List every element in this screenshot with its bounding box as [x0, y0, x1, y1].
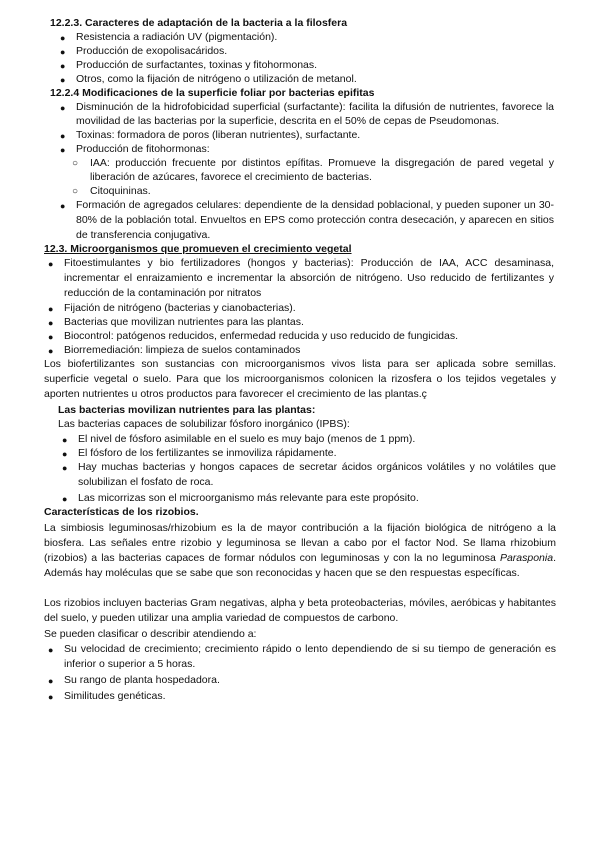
parasponia-italic: Parasponia: [499, 552, 554, 564]
bullet-icon: ●: [62, 449, 68, 459]
bullet-icon: ●: [48, 346, 54, 356]
bullet-icon: ●: [62, 463, 68, 473]
list-item: Producción de fitohormonas:: [76, 143, 210, 155]
list-item: Su velocidad de crecimiento; crecimiento rápido o lento dependiendo de si su tiempo de generación es inferior o superior a 5 horas.: [64, 643, 556, 670]
heading-12-3: 12.3. Microorganismos que promueven el crecimiento vegetal: [44, 243, 352, 255]
heading-12-2-3: 12.2.3. Caracteres de adaptación de la bacteria a la filosfera: [50, 17, 348, 29]
list-item: Similitudes genéticas.: [64, 690, 166, 702]
bullet-icon: ●: [48, 692, 54, 702]
list-item: Disminución de la hidrofobicidad superficial (surfactante): facilita la difusión de nutrientes, favorece la movilidad de las bacterias por la superficie, descrita en el 50% de cepas de Pseudomonas.: [76, 101, 554, 127]
sub-list-item: IAA: producción frecuente por distintos epífitas. Promueve la disgregación de pared vegetal y liberación de azúcares, favorece el crecimiento de bacterias.: [90, 157, 554, 183]
paragraph-rizobios-incluyen: Los rizobios incluyen bacterias Gram negativas, alpha y beta proteobacterias, móviles, aeróbicas y habitantes del suelo, y pueden utilizar una amplia variedad de compuestos de carbono.: [44, 597, 556, 624]
bullet-icon: ●: [60, 47, 66, 57]
list-item: Fitoestimulantes y bio fertilizadores (hongos y bacterias): Producción de IAA, ACC desaminasa, incrementar el enraizamiento e incrementar la absorción de nitrógeno. Uso reducido de fertilizantes y reducción de la contaminación por nitratos: [64, 257, 554, 299]
bullet-icon: ●: [60, 145, 66, 155]
bullet-icon: ●: [62, 494, 68, 504]
bullet-icon: ●: [60, 131, 66, 141]
heading-rizobios: Características de los rizobios.: [44, 506, 199, 518]
list-item: Producción de surfactantes, toxinas y fitohormonas.: [76, 59, 318, 71]
list-item: Biocontrol: patógenos reducidos, enfermedad reducida y uso reducido de fungicidas.: [64, 330, 459, 342]
bullet-icon: ●: [48, 676, 54, 686]
list-item: Fijación de nitrógeno (bacterias y cianobacterias).: [64, 302, 296, 314]
bullet-icon: ●: [48, 259, 54, 269]
list-item: Bacterias que movilizan nutrientes para las plantas.: [64, 316, 304, 328]
paragraph-biofertilizantes: Los biofertilizantes son sustancias con microorganismos vivos lista para ser aplicada sobre semillas. superficie vegetal o suelo. Para que los microorganismos colonicen la rizosfera o los tejidos vegetales y aporten nutrientes u otros productos para favorecer el crecimiento de las plantas.ç: [44, 358, 556, 400]
bullet-icon: ●: [60, 103, 66, 113]
sub-list-item: Citoquininas.: [90, 185, 151, 197]
list-item: Formación de agregados celulares: dependiente de la densidad poblacional, y pueden suponer un 30-80% de la población total. Envueltos en EPS como protección contra desecación, y aparecen en sitios de transferencia conjugativa.: [76, 199, 554, 241]
list-item: Resistencia a radiación UV (pigmentación).: [76, 31, 278, 43]
list-item: Otros, como la fijación de nitrógeno o utilización de metanol.: [76, 73, 357, 85]
bullet-icon: ●: [48, 304, 54, 314]
paragraph-ipbs: Las bacterias capaces de solubilizar fósforo inorgánico (IPBS):: [58, 418, 350, 430]
bullet-icon: ●: [62, 435, 68, 445]
bullet-icon: ●: [60, 201, 66, 211]
paragraph-simbiosis-text: La simbiosis leguminosas/rhizobium es la de mayor contribución a la fijación biológica de nitrógeno a la biosfera. Las señales entre rizobio y leguminosa se llevan a cabo por el factor Nod. Se llama rhizobium (rizobios) a las bacterias capaces de formar nódulos con leguminosas y con la no leguminosa: [44, 522, 556, 564]
list-item: Hay muchas bacterias y hongos capaces de secretar ácidos orgánicos volátiles y no volátiles que solubilizan el fosfato de roca.: [78, 461, 556, 488]
list-item: Producción de exopolisacáridos.: [76, 45, 228, 57]
bullet-icon: ●: [60, 61, 66, 71]
bullet-icon: ●: [60, 33, 66, 43]
paragraph-clasificar: Se pueden clasificar o describir atendiendo a:: [44, 628, 257, 640]
list-item: Toxinas: formadora de poros (liberan nutrientes), surfactante.: [76, 129, 361, 141]
list-item: Su rango de planta hospedadora.: [64, 674, 220, 686]
hollow-bullet-icon: ○: [72, 158, 79, 169]
list-item: El fósforo de los fertilizantes se inmoviliza rápidamente.: [78, 447, 337, 459]
bullet-icon: ●: [48, 318, 54, 328]
bullet-icon: ●: [48, 645, 54, 655]
paragraph-simbiosis-end: . Además hay moléculas que se sabe que son reconocidas y hacen que se den respuestas específicas.: [44, 552, 556, 579]
heading-movilizan-nutrientes: Las bacterias movilizan nutrientes para las plantas:: [58, 404, 316, 416]
list-item: El nivel de fósforo asimilable en el suelo es muy bajo (menos de 1 ppm).: [78, 433, 416, 445]
list-item: Biorremediación: limpieza de suelos contaminados: [64, 344, 301, 356]
list-item: Las micorrizas son el microorganismo más relevante para este propósito.: [78, 492, 419, 504]
hollow-bullet-icon: ○: [72, 186, 79, 197]
paragraph-simbiosis: [44, 521, 556, 581]
heading-12-2-4: 12.2.4 Modificaciones de la superficie foliar por bacterias epifitas: [50, 87, 375, 99]
bullet-icon: ●: [60, 75, 66, 85]
bullet-icon: ●: [48, 332, 54, 342]
